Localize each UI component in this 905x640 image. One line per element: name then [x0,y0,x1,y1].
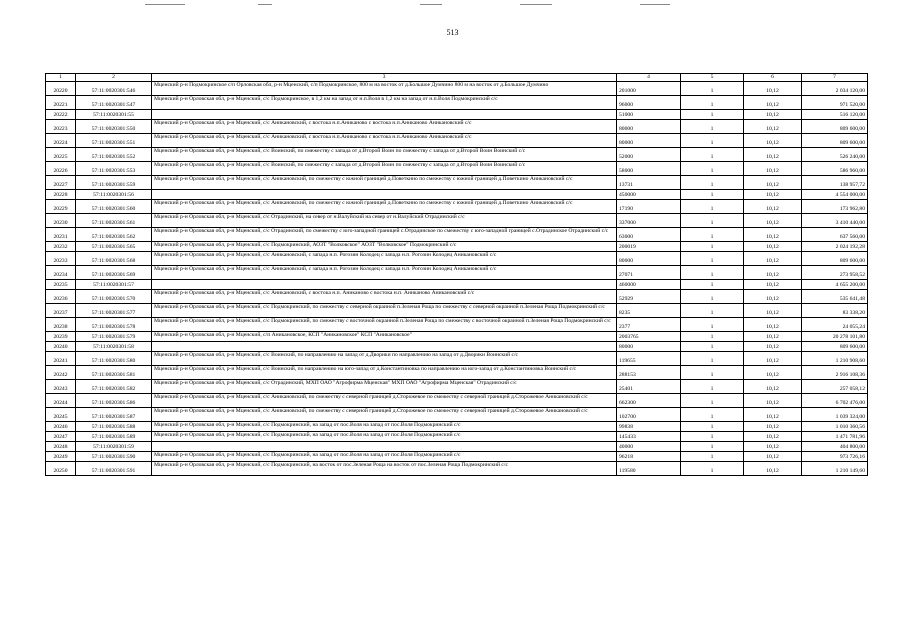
cadastral-number: 57:11:0020301:553 [76,162,152,176]
count-value: 1 [681,366,744,380]
location-description: Мценский р-н Орловская обл, р-н Мценский, с/с Подмокринское, в 1,2 км на запад от н.п.Воля в 1,2 км на запад от н.п.Воля Подмокринский с/с [152,96,617,110]
rate-value: 10,12 [744,380,802,394]
area-value: 27071 [617,266,681,280]
row-number: 20250 [46,462,76,476]
area-value: 8235 [617,304,681,318]
cost-value: 4 655 200,00 [802,280,868,290]
cadastral-number: 57:11:0020301:591 [76,462,152,476]
location-description: Мценский р-н Орловская обл, р-н Мценский, с/с Отрадинский, МХП ОАО "Агрофирма Мценская" МХП ОАО "Агрофирма Мценская" Отрадинский с/с [152,380,617,394]
row-number: 20235 [46,280,76,290]
location-description: Мценский р-н Орловская обл, р-н Мценский, с/с Подмокринский, АОЗТ "Волковское" АОЗТ "Волковское" Подмокринский с/с [152,242,617,252]
location-description: Мценский р-н Орловская обл, р-н Мценский, с/с Воинский, по направлению на юго-запад от д.Константиновка по направлению на юго-запад от д.Константиновка Воинский с/с [152,366,617,380]
row-number: 20242 [46,366,76,380]
table-row [46,422,868,432]
rate-value: 10,12 [744,332,802,342]
column-header: 2 [76,74,152,82]
location-description: Мценский р-н Орловская обл, р-н Мценский, с/с Аникановский, с востока н.п. Аниканово с востока н.п. Аниканово Аникановский с/с [152,290,617,304]
rate-value: 10,12 [744,110,802,120]
column-header: 4 [617,74,681,82]
location-description: Мценский р-н Орловская обл, р-н Мценский, с/с Подмокринский, на запад от пос.Воля на запад от пос.Воля Подмокринский с/с [152,452,617,462]
area-value: 96000 [617,96,681,110]
cadastral-number: 57:11:0020301:56 [76,190,152,200]
cadastral-number: 57:11:0020301:588 [76,422,152,432]
cost-value: 1 210 149,60 [802,462,868,476]
count-value: 1 [681,82,744,96]
cost-value: 24 055,24 [802,318,868,332]
area-value: 51000 [617,110,681,120]
location-description: Мценский р-н Орловская обл, р-н Мценский, с/с Воинский, по смежеству с запада от д.Второй Воин по смежеству с запада от д.Второй Воин Воинский с/с [152,162,617,176]
count-value: 1 [681,422,744,432]
cost-value: 809 600,00 [802,134,868,148]
cost-value: 2 024 192,28 [802,242,868,252]
rate-value: 10,12 [744,162,802,176]
count-value: 1 [681,332,744,342]
location-description: Мценский р-н Орловская обл, р-н Мценский, с/с Аникановский, с востока н.п.Аниканово с востока н.п.Аниканово Аникановский с/с [152,120,617,134]
row-number: 20225 [46,148,76,162]
cost-value: 173 962,80 [802,200,868,214]
row-number: 20236 [46,290,76,304]
cadastral-number: 57:11:0020301:547 [76,96,152,110]
row-number: 20231 [46,228,76,242]
table-row [46,290,868,304]
cadastral-number: 57:11:0020301:560 [76,200,152,214]
table-row [46,432,868,442]
rate-value: 10,12 [744,228,802,242]
rate-value: 10,12 [744,408,802,422]
area-value: 80000 [617,252,681,266]
cadastral-number: 57:11:0020301:568 [76,252,152,266]
location-description: Мценский р-н Орловская обл, р-н Мценский, с/с Аникановский, по смежеству с южной границей д.Поветкино по смежеству с южной границей д.Поветкино Аникановский с/с [152,176,617,190]
table-row [46,134,868,148]
row-number: 20240 [46,342,76,352]
table-row [46,148,868,162]
cadastral-number: 57:11:0020301:546 [76,82,152,96]
count-value: 1 [681,252,744,266]
area-value: 2377 [617,318,681,332]
count-value: 1 [681,96,744,110]
table-row [46,162,868,176]
table-row [46,408,868,422]
table-row [46,214,868,228]
area-value: 99838 [617,422,681,432]
rate-value: 10,12 [744,200,802,214]
cost-value: 535 641,48 [802,290,868,304]
count-value: 1 [681,266,744,280]
table-row [46,228,868,242]
column-header: 1 [46,74,76,82]
cost-value: 971 520,00 [802,96,868,110]
rate-value: 10,12 [744,318,802,332]
table-row [46,304,868,318]
cadastral-number: 57:11:0020301:570 [76,290,152,304]
row-number: 20228 [46,190,76,200]
area-value: 119580 [617,462,681,476]
rate-value: 10,12 [744,422,802,432]
cost-value: 1 471 781,96 [802,432,868,442]
cost-value: 809 600,00 [802,252,868,266]
area-value: 145433 [617,432,681,442]
cadastral-number: 57:11:0020301:552 [76,148,152,162]
cadastral-number: 57:11:0020301:590 [76,452,152,462]
area-value: 52929 [617,290,681,304]
page-number: 513 [446,28,459,37]
location-description [152,442,617,452]
row-number: 20239 [46,332,76,342]
table-row [46,332,868,342]
count-value: 1 [681,394,744,408]
count-value: 1 [681,290,744,304]
area-value: 460000 [617,280,681,290]
header-row [46,74,868,82]
rate-value: 10,12 [744,120,802,134]
location-description: Мценский р-н Орловская обл, р-н Мценский, с/с Отрадинский, на север от н.Валуйский на север от н.Валуйский Отрадинский с/с [152,214,617,228]
table-row [46,462,868,476]
rate-value: 10,12 [744,134,802,148]
rate-value: 10,12 [744,176,802,190]
row-number: 20237 [46,304,76,318]
row-number: 20222 [46,110,76,120]
rate-value: 10,12 [744,342,802,352]
land-registry-table [45,73,868,476]
location-description: Мценский р-н Орловская обл, р-н Мценский, с/с Воинский, по направлению на запад от д.Дворики по направлению на запад от д.Дворики Воинский с/с [152,352,617,366]
location-description: Мценский р-н Орловская обл, р-н Мценский, с/с Аникановский, по смежеству с южной границей д.Поветкино по смежеству с южной границей д.Поветкино Аникановский с/с [152,200,617,214]
location-description [152,280,617,290]
cadastral-number: 57:11:0020301:580 [76,352,152,366]
table-row [46,452,868,462]
rate-value: 10,12 [744,214,802,228]
area-value: 662300 [617,394,681,408]
cost-value: 809 600,00 [802,120,868,134]
location-description: Мценский р-н Орловская обл, р-н Мценский, с/с Аникановский, с востока н.п.Аниканово с востока н.п.Аниканово Аникановский с/с [152,134,617,148]
cadastral-number: 57:11:0020301:58 [76,342,152,352]
rate-value: 10,12 [744,452,802,462]
location-description: Мценский р-н Орловская обл, р-н Мценский, с/с Аникановский, с запада н.п. Рогозин Колодец с запада н.п. Рогозин Колодец Аникановский с/с [152,252,617,266]
cost-value: 637 560,00 [802,228,868,242]
rate-value: 10,12 [744,148,802,162]
rate-value: 10,12 [744,290,802,304]
table-row [46,200,868,214]
cost-value: 809 600,00 [802,342,868,352]
count-value: 1 [681,228,744,242]
row-number: 20241 [46,352,76,366]
table-row [46,280,868,290]
row-number: 20244 [46,394,76,408]
count-value: 1 [681,176,744,190]
location-description: Мценский р-н Орловская обл, р-н Мценский, с/с Подмокринский, по смежеству с северной окраиной п.Зеленая Роща по смежеству с северной окраиной п.Зеленая Роща Подмокринский с/с [152,304,617,318]
table-row [46,110,868,120]
cadastral-number: 57:11:0020301:578 [76,318,152,332]
cadastral-number: 57:11:0020301:57 [76,280,152,290]
location-description: Мценский р-н Орловская обл, р-н Мценский, с/с Подмокринский, по смежеству с восточной окраиной п.Зеленая Роща по смежеству с восточной окраиной п.Зеленая Роща Подмокринский с/с [152,318,617,332]
row-number: 20234 [46,266,76,280]
row-number: 20224 [46,134,76,148]
count-value: 1 [681,304,744,318]
cost-value: 516 120,00 [802,110,868,120]
cost-value: 1 010 360,56 [802,422,868,432]
area-value: 201000 [617,82,681,96]
cost-value: 2 916 108,36 [802,366,868,380]
rate-value: 10,12 [744,242,802,252]
column-header: 7 [802,74,868,82]
table-row [46,380,868,394]
row-number: 20221 [46,96,76,110]
table-row [46,242,868,252]
count-value: 1 [681,408,744,422]
location-description: Мценский р-н Орловская обл, р-н Мценский, с/с Воинский, по смежеству с запада от д.Второй Воин по смежеству с запада от д.Второй Воин Воинский с/с [152,148,617,162]
column-header: 6 [744,74,802,82]
rate-value: 10,12 [744,280,802,290]
cost-value: 138 957,72 [802,176,868,190]
row-number: 20226 [46,162,76,176]
rate-value: 10,12 [744,462,802,476]
cost-value: 526 240,00 [802,148,868,162]
area-value: 63000 [617,228,681,242]
cost-value: 6 702 476,00 [802,394,868,408]
row-number: 20246 [46,422,76,432]
cadastral-number: 57:11:0020301:581 [76,366,152,380]
area-value: 450000 [617,190,681,200]
count-value: 1 [681,110,744,120]
row-number: 20233 [46,252,76,266]
cost-value: 20 278 101,80 [802,332,868,342]
rate-value: 10,12 [744,394,802,408]
count-value: 1 [681,352,744,366]
count-value: 1 [681,214,744,228]
row-number: 20227 [46,176,76,190]
area-value: 119655 [617,352,681,366]
rate-value: 10,12 [744,366,802,380]
cost-value: 4 554 000,00 [802,190,868,200]
cost-value: 1 039 324,00 [802,408,868,422]
table-row [46,352,868,366]
rate-value: 10,12 [744,442,802,452]
area-value: 96218 [617,452,681,462]
cost-value: 257 058,12 [802,380,868,394]
cadastral-number: 57:11:0020301:587 [76,408,152,422]
cadastral-number: 57:11:0020301:579 [76,332,152,342]
count-value: 1 [681,190,744,200]
area-value: 58000 [617,162,681,176]
rate-value: 10,12 [744,432,802,442]
area-value: 200019 [617,242,681,252]
row-number: 20238 [46,318,76,332]
location-description [152,110,617,120]
count-value: 1 [681,380,744,394]
cadastral-number: 57:11:0020301:577 [76,304,152,318]
cost-value: 83 338,20 [802,304,868,318]
rate-value: 10,12 [744,352,802,366]
rate-value: 10,12 [744,96,802,110]
cost-value: 404 800,00 [802,442,868,452]
row-number: 20223 [46,120,76,134]
row-number: 20232 [46,242,76,252]
cadastral-number: 57:11:0020301:550 [76,120,152,134]
table-row [46,394,868,408]
cadastral-number: 57:11:0020301:59 [76,442,152,452]
row-number: 20243 [46,380,76,394]
location-description: Мценский р-н Подмокринское с/п Орловская обл, р-н Мценский, с/п Подмокринское, 800 м на восток от д.Большое Думчино 800 м на восток от д.Большое Думчино [152,82,617,96]
area-value: 102700 [617,408,681,422]
area-value: 40000 [617,442,681,452]
count-value: 1 [681,452,744,462]
column-header: 3 [152,74,617,82]
count-value: 1 [681,342,744,352]
row-number: 20220 [46,82,76,96]
row-number: 20249 [46,452,76,462]
count-value: 1 [681,148,744,162]
row-number: 20245 [46,408,76,422]
cost-value: 586 960,00 [802,162,868,176]
count-value: 1 [681,280,744,290]
cost-value: 2 034 120,00 [802,82,868,96]
table-body [46,82,868,476]
area-value: 288153 [617,366,681,380]
table-row [46,342,868,352]
location-description: Мценский р-н Орловская обл, р-н Мценский, с/п Аникановское, КСП "Аникановское" КСП "Аникановское" [152,332,617,342]
table-row [46,252,868,266]
area-value: 337000 [617,214,681,228]
count-value: 1 [681,318,744,332]
cost-value: 273 958,52 [802,266,868,280]
area-value: 13731 [617,176,681,190]
column-header: 5 [681,74,744,82]
location-description [152,342,617,352]
location-description: Мценский р-н Орловская обл, р-н Мценский, с/с Аникановский, с запада н.п. Рогозин Колодец с запада н.п. Рогозин Колодец Аникановский с/с [152,266,617,280]
table-row [46,176,868,190]
count-value: 1 [681,120,744,134]
table-row [46,442,868,452]
cadastral-number: 57:11:0020301:562 [76,228,152,242]
area-value: 25401 [617,380,681,394]
table-row [46,120,868,134]
table-row [46,366,868,380]
area-value: 80000 [617,134,681,148]
cadastral-number: 57:11:0020301:582 [76,380,152,394]
cost-value: 973 726,16 [802,452,868,462]
location-description: Мценский р-н Орловская обл, р-н Мценский, с/с Подмокринский, на восток от пос.Зеленая Роща на восток от пос.Зеленая Роща Подмокринский с/с [152,462,617,476]
cadastral-number: 57:11:0020301:569 [76,266,152,280]
row-number: 20230 [46,214,76,228]
cost-value: 1 210 908,60 [802,352,868,366]
row-number: 20229 [46,200,76,214]
location-description: Мценский р-н Орловская обл, р-н Мценский, с/с Отрадинский, по смежеству с юго-западной границей с.Отрадинское по смежеству с юго-западной границей с.Отрадинское Отрадинский с/с [152,228,617,242]
cost-value: 3 410 440,00 [802,214,868,228]
area-value: 17190 [617,200,681,214]
cadastral-number: 57:11:0020301:55 [76,110,152,120]
table-row [46,82,868,96]
count-value: 1 [681,442,744,452]
cadastral-number: 57:11:0020301:565 [76,242,152,252]
table-row [46,190,868,200]
rate-value: 10,12 [744,82,802,96]
count-value: 1 [681,432,744,442]
area-value: 2003765 [617,332,681,342]
cadastral-number: 57:11:0020301:561 [76,214,152,228]
location-description: Мценский р-н Орловская обл, р-н Мценский, с/с Аникановский, по смежеству с северной границей д.Сторожевое по смежеству с северной границей д.Сторожевое Аникановский с/с [152,408,617,422]
location-description: Мценский р-н Орловская обл, р-н Мценский, с/с Подмокринский, на запад от пос.Воля на запад от пос.Воля Подмокринский с/с [152,432,617,442]
area-value: 52000 [617,148,681,162]
count-value: 1 [681,200,744,214]
count-value: 1 [681,162,744,176]
count-value: 1 [681,462,744,476]
table-row [46,96,868,110]
location-description: Мценский р-н Орловская обл, р-н Мценский, с/с Подмокринский, на запад от пос.Воля на запад от пос.Воля Подмокринский с/с [152,422,617,432]
cadastral-number: 57:11:0020301:586 [76,394,152,408]
area-value: 80000 [617,342,681,352]
rate-value: 10,12 [744,252,802,266]
cadastral-number: 57:11:0020301:551 [76,134,152,148]
rate-value: 10,12 [744,190,802,200]
row-number: 20247 [46,432,76,442]
rate-value: 10,12 [744,304,802,318]
rate-value: 10,12 [744,266,802,280]
location-description: Мценский р-н Орловская обл, р-н Мценский, с/с Аникановский, по смежеству с северной границей д.Сторожевое по смежеству с северной границей д.Сторожевое Аникановский с/с [152,394,617,408]
row-number: 20248 [46,442,76,452]
area-value: 80000 [617,120,681,134]
location-description [152,190,617,200]
count-value: 1 [681,134,744,148]
cadastral-number: 57:11:0020301:559 [76,176,152,190]
cadastral-number: 57:11:0020301:589 [76,432,152,442]
count-value: 1 [681,242,744,252]
table-row [46,318,868,332]
table-row [46,266,868,280]
